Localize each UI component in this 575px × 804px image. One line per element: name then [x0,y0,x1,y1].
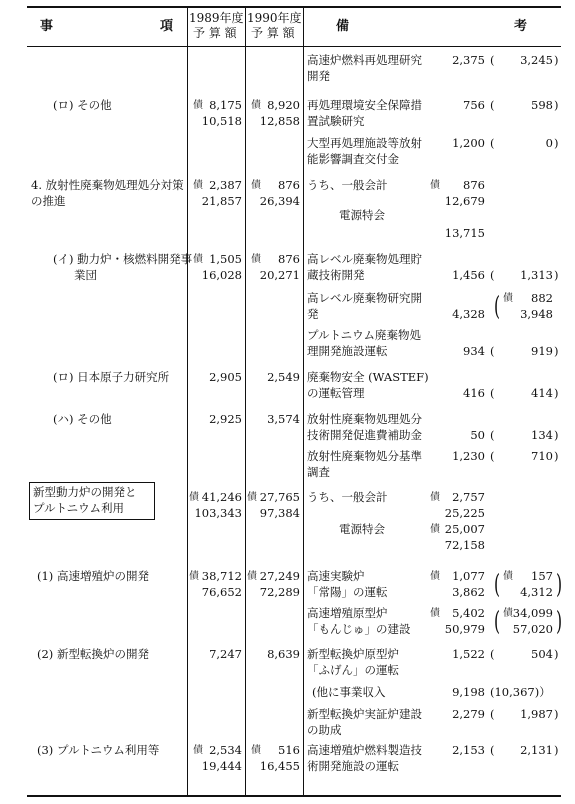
remark-17-b: 術開発施設の運転 [307,759,399,773]
amount-pu-90b: 16,455 [259,759,300,773]
remark-9-b: 技術開発促進費補助金 [307,428,422,442]
remark-8-b: の運転管理 [307,386,365,400]
item-doryoku-a: (イ) 動力炉・核燃料開発事 [53,252,193,266]
saimu-mark: 債 [193,180,203,191]
remark-14-b: 「ふげん」の運転 [307,663,399,677]
saimu-mark: 債 [247,571,257,582]
brace-close: ) [556,607,563,637]
header-item-b: 項 [160,19,174,34]
amount-doryoku-90b: 20,271 [259,268,300,282]
remark-17-prev: 2,131 [520,743,553,757]
saimu-mark: 債 [430,180,440,191]
header-1989-a: 1989年度 [189,11,244,25]
brace-close: ) [556,570,563,600]
remark-9-a: 放射性廃棄物処理処分 [307,412,422,426]
remark-16-value: 2,279 [452,707,485,721]
header-1990-b: 予 算 額 [251,26,295,40]
remark-6-value: 4,328 [452,307,485,321]
remark-1-prev: 3,245 [520,53,553,67]
brace-open: ( [494,570,501,600]
header-1989-b: 予 算 額 [193,26,237,40]
remark-10-a: 放射性廃棄物処分基準 [307,449,422,463]
saimu-mark: 債 [193,745,203,756]
paren-close: ) [554,268,559,282]
paren-open: ( [490,707,495,721]
amount-item4-89b: 21,857 [201,194,242,208]
remark-6-prev-2: 3,948 [520,307,553,321]
remark-6-prev-1: 882 [531,291,553,305]
saimu-mark: 債 [193,100,203,111]
amount-item4-89a: 2,387 [209,178,242,192]
remark-5-b: 蔵技術開発 [307,268,365,282]
remark-7-a: プルトニウム廃棄物処 [307,328,421,342]
col-divider-1 [187,6,188,796]
saimu-mark: 債 [430,608,440,619]
amount-kosoku-89a: 38,712 [201,569,242,583]
paren-open: ( [490,743,495,757]
amount-kosoku-90b: 72,289 [259,585,300,599]
amount-shingata-90b: 97,384 [259,506,300,520]
amount-shingata-89a: 41,246 [201,490,242,504]
remark-4-b: 電源特会 [339,208,385,222]
item-4-line-b: の推進 [31,194,66,208]
saimu-mark: 債 [503,608,513,619]
paren-open: ( [490,268,495,282]
remark-6-a: 高レベル廃棄物研究開 [307,291,422,305]
header-item-a: 事 [40,19,54,34]
brace-open: ( [494,607,501,637]
brace-open: ( [494,292,501,322]
item-4-line-a: 4. 放射性廃棄物処理処分対策 [31,178,184,192]
amount-sonota2-90: 3,574 [267,412,300,426]
remark-9-value: 50 [470,428,485,442]
remark-11-a: うち、一般会計 [307,490,388,504]
item-doryoku-b: 業団 [74,268,97,282]
item-sonota-2: (ハ) その他 [53,412,112,426]
remark-10-b: 調査 [307,465,330,479]
amount-kosoku-90a: 27,249 [259,569,300,583]
header-bottom-rule [27,46,561,47]
paren-close: ) [554,386,559,400]
remark-12-b: 「常陽」の運転 [307,585,388,599]
remark-2-a: 再処理環境安全保障措 [307,98,422,112]
remark-15-value: 9,198 [452,685,485,699]
remark-11-value-2: 25,225 [444,506,485,520]
amount-doryoku-89b: 16,028 [201,268,242,282]
paren-open: ( [490,53,495,67]
paren-open: ( [490,386,495,400]
remark-17-a: 高速増殖炉燃料製造技 [307,743,422,757]
amount-doryoku-89a: 1,505 [209,252,242,266]
saimu-mark: 債 [193,254,203,265]
amount-sonota2-89: 2,925 [209,412,242,426]
paren-close: ) [554,98,559,112]
remark-11-value-3: 25,007 [444,522,485,536]
item-sonota-1: (ロ) その他 [53,98,112,112]
amount-tenkan-90: 8,639 [267,647,300,661]
remark-2-prev: 598 [531,98,553,112]
remark-13-b: 「もんじゅ」の建設 [307,622,411,636]
amount-shingata-90a: 27,765 [259,490,300,504]
remark-5-a: 高レベル廃棄物処理貯 [307,252,422,266]
remark-7-value: 934 [463,344,485,358]
remark-2-b: 置試験研究 [307,114,365,128]
remark-5-value: 1,456 [452,268,485,282]
item-genshiryoku: (ロ) 日本原子力研究所 [53,370,170,384]
remark-16-b: の助成 [307,723,342,737]
remark-8-value: 416 [463,386,485,400]
table-bottom-rule [27,795,561,797]
amount-doryoku-90a: 876 [278,252,300,266]
saimu-mark: 債 [430,524,440,535]
remark-4-a: うち、一般会計 [307,178,388,192]
col-divider-2 [245,6,246,796]
saimu-mark: 債 [189,492,199,503]
remark-4-value-3: 13,715 [444,226,485,240]
amount-pu-90a: 516 [278,743,300,757]
remark-12-a: 高速実験炉 [307,569,365,583]
remark-13-a: 高速増殖原型炉 [307,606,388,620]
remark-1-b: 開発 [307,69,330,83]
amount-shingata-89b: 103,343 [194,506,242,520]
remark-13-prev-1: 34,099 [512,606,553,620]
remark-9-prev: 134 [531,428,553,442]
remark-13-value-1: 5,402 [452,606,485,620]
item-shingata-a: 新型動力炉の開発と [33,485,137,499]
remark-15-a: (他に事業収入 [312,685,386,699]
paren-close: ) [554,647,559,661]
remark-12-value-2: 3,862 [452,585,485,599]
remark-6-b: 発 [307,307,319,321]
paren-open: ( [490,344,495,358]
remark-16-a: 新型転換炉実証炉建設 [307,707,422,721]
remark-12-prev-2: 4,312 [520,585,553,599]
saimu-mark: 債 [430,571,440,582]
remark-7-prev: 919 [531,344,553,358]
remark-17-value: 2,153 [452,743,485,757]
item-kosoku: (1) 高速増殖炉の開発 [37,569,149,583]
remark-1-value: 2,375 [452,53,485,67]
remark-8-prev: 414 [531,386,553,400]
paren-close: ) [554,707,559,721]
header-1990-a: 1990年度 [247,11,302,25]
remark-7-b: 理開発施設運転 [307,344,388,358]
remark-14-prev: 504 [531,647,553,661]
remark-3-a: 大型再処理施設等放射 [307,136,422,150]
paren-close: ) [554,53,559,67]
remark-10-value: 1,230 [452,449,485,463]
amount-pu-89b: 19,444 [201,759,242,773]
remark-11-b: 電源特会 [339,522,385,536]
saimu-mark: 債 [247,492,257,503]
amount-tenkan-89: 7,247 [209,647,242,661]
paren-close: ) [554,344,559,358]
remark-13-value-2: 50,979 [444,622,485,636]
remark-12-value-1: 1,077 [452,569,485,583]
remark-1-a: 高速炉燃料再処理研究 [307,53,422,67]
item-tenkan: (2) 新型転換炉の開発 [37,647,149,661]
header-remark-a: 備 [336,19,350,34]
amount-sonota1-89b: 10,518 [201,114,242,128]
amount-item4-90b: 26,394 [259,194,300,208]
paren-open: ( [490,428,495,442]
paren-open: ( [490,449,495,463]
amount-sonota1-90a: 8,920 [267,98,300,112]
paren-open: ( [490,98,495,112]
amount-genshiryoku-89: 2,905 [209,370,242,384]
saimu-mark: 債 [251,745,261,756]
remark-8-a: 廃棄物安全 (WASTEF) [307,370,429,384]
item-pu: (3) プルトニウム利用等 [37,743,160,757]
saimu-mark: 債 [503,293,513,304]
remark-15-prev: (10,367)） [490,685,551,699]
amount-kosoku-89b: 76,652 [201,585,242,599]
saimu-mark: 債 [503,571,513,582]
remark-3-prev: 0 [545,136,553,150]
remark-3-value: 1,200 [452,136,485,150]
remark-11-value-4: 72,158 [444,538,485,552]
amount-sonota1-89a: 8,175 [209,98,242,112]
saimu-mark: 債 [251,180,261,191]
remark-5-prev: 1,313 [520,268,553,282]
header-remark-b: 考 [514,19,528,34]
paren-close: ) [554,136,559,150]
remark-14-a: 新型転換炉原型炉 [307,647,399,661]
amount-item4-90a: 876 [278,178,300,192]
table-top-rule [27,6,561,8]
remark-12-prev-1: 157 [531,569,553,583]
remark-4-value-1: 876 [463,178,485,192]
remark-3-b: 能影響調査交付金 [307,152,399,166]
remark-14-value: 1,522 [452,647,485,661]
paren-close: ) [554,743,559,757]
remark-13-prev-2: 57,020 [512,622,553,636]
amount-genshiryoku-90: 2,549 [267,370,300,384]
saimu-mark: 債 [251,254,261,265]
remark-11-value-1: 2,757 [452,490,485,504]
remark-16-prev: 1,987 [520,707,553,721]
item-shingata-b: プルトニウム利用 [33,501,124,515]
saimu-mark: 債 [430,492,440,503]
paren-close: ) [554,428,559,442]
saimu-mark: 債 [189,571,199,582]
paren-open: ( [490,647,495,661]
amount-sonota1-90b: 12,858 [259,114,300,128]
col-divider-3 [303,6,304,796]
remark-10-prev: 710 [531,449,553,463]
remark-4-value-2: 12,679 [444,194,485,208]
remark-2-value: 756 [463,98,485,112]
saimu-mark: 債 [251,100,261,111]
paren-close: ) [554,449,559,463]
amount-pu-89a: 2,534 [209,743,242,757]
paren-open: ( [490,136,495,150]
